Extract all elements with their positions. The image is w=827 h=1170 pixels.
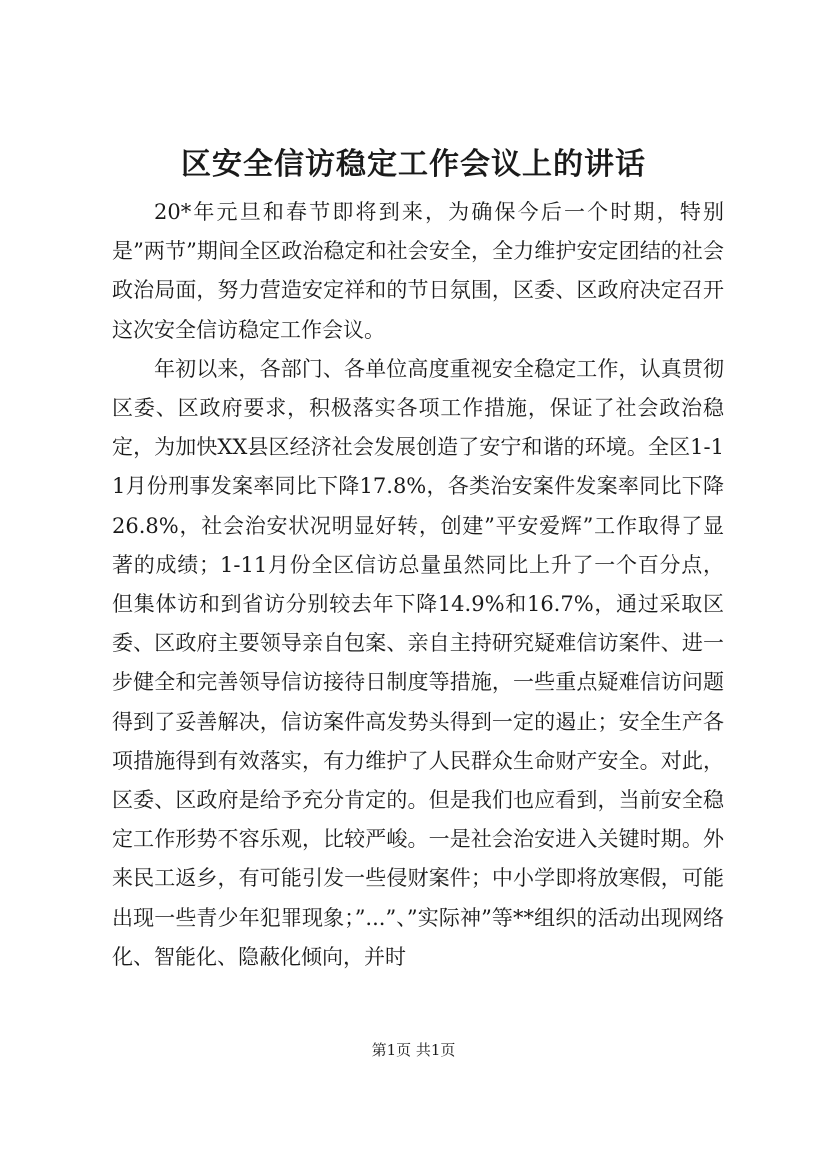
page-footer: 第1页 共1页: [371, 1041, 456, 1059]
paragraph-situation: 年初以来，各部门、各单位高度重视安全稳定工作，认真贯彻区委、区政府要求，积极落实各项工作措施，保证了社会政治稳定，为加快XX县区经济社会发展创造了安宁和谐的环境。全区1-11月份刑事发案率同比下降17.8%，各类治安案件发案率同比下降26.8%，社会治安状况明显好转，创建”平安爱辉”工作取得了显著的成绩；1-11月份全区信访总量虽然同比上升了一个百分点，但集体访和到省访分别较去年下降14.9%和16.7%，通过采取区委、区政府主要领导亲自包案、亲自主持研究疑难信访案件、进一步健全和完善领导信访接待日制度等措施，一些重点疑难信访问题得到了妥善解决，信访案件高发势头得到一定的遏止；安全生产各项措施得到有效落实，有力维护了人民群众生命财产安全。对此，区委、区政府是给予充分肯定的。但是我们也应看到，当前安全稳定工作形势不容乐观，比较严峻。一是社会治安进入关键时期。外来民工返乡，有可能引发一些侵财案件；中小学即将放寒假，可能出现一些青少年犯罪现象；”...”、”实际神”等**组织的活动出现网络化、智能化、隐蔽化倾向，并时: [112, 356, 724, 969]
document-body: [112, 193, 724, 977]
paragraph-intro: 20*年元旦和春节即将到来，为确保今后一个时期，特别是”两节”期间全区政治稳定和社会安全，全力维护安定团结的社会政治局面，努力营造安定祥和的节日氛围，区委、区政府决定召开这次安全信访稳定工作会议。: [112, 200, 724, 342]
document-title: 区安全信访稳定工作会议上的讲话: [181, 147, 646, 182]
